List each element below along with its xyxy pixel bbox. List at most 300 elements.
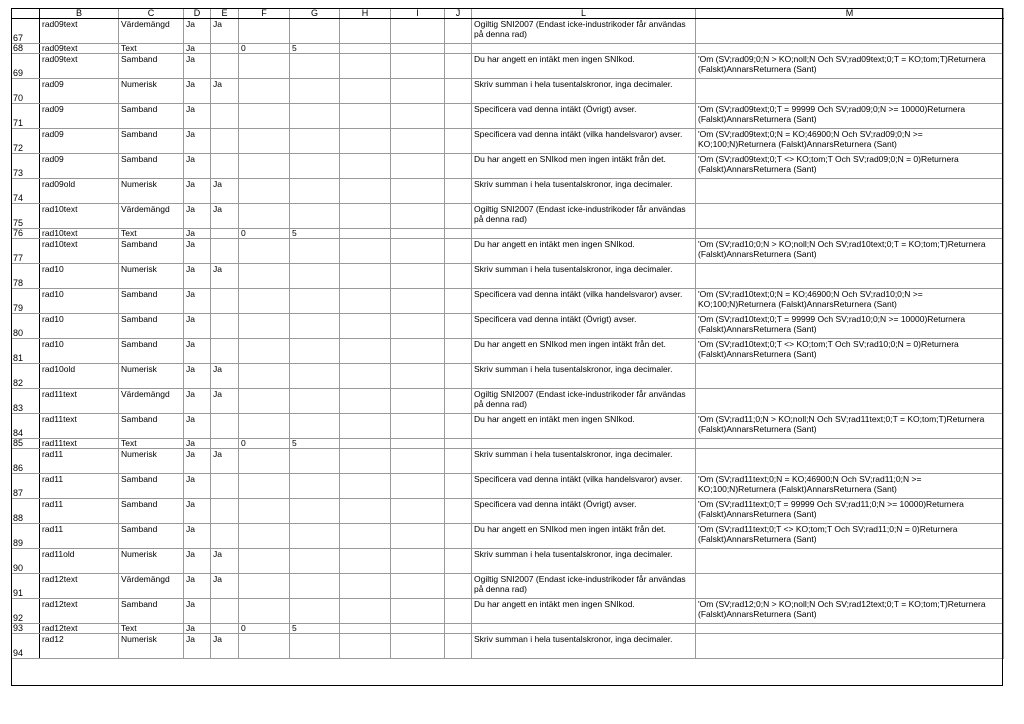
cell-m[interactable]: 'Om (SV;rad11text;0;T = 99999 Och SV;rad11;0;N >= 10000)Returnera (Falskt)AnnarsReturnera (Sant)	[696, 499, 1004, 524]
cell-l[interactable]: Specificera vad denna intäkt (Övrigt) avser.	[472, 314, 696, 339]
cell-j[interactable]	[445, 414, 472, 439]
cell-e[interactable]: Ja	[211, 264, 239, 289]
cell-b[interactable]: rad11old	[40, 549, 119, 574]
column-header-h[interactable]: H	[340, 9, 391, 19]
cell-j[interactable]	[445, 289, 472, 314]
cell-h[interactable]	[340, 439, 391, 449]
cell-i[interactable]	[391, 239, 445, 264]
cell-m[interactable]	[696, 204, 1004, 229]
cell-h[interactable]	[340, 179, 391, 204]
cell-d[interactable]: Ja	[184, 599, 211, 624]
cell-d[interactable]: Ja	[184, 79, 211, 104]
cell-e[interactable]	[211, 54, 239, 79]
cell-m[interactable]	[696, 264, 1004, 289]
cell-l[interactable]: Skriv summan i hela tusentalskronor, inga decimaler.	[472, 79, 696, 104]
cell-h[interactable]	[340, 634, 391, 659]
cell-e[interactable]: Ja	[211, 574, 239, 599]
cell-m[interactable]	[696, 439, 1004, 449]
cell-f[interactable]	[239, 264, 290, 289]
cell-h[interactable]	[340, 364, 391, 389]
cell-e[interactable]	[211, 599, 239, 624]
row-header[interactable]: 70	[12, 79, 40, 104]
cell-b[interactable]: rad10	[40, 264, 119, 289]
cell-j[interactable]	[445, 239, 472, 264]
cell-f[interactable]	[239, 79, 290, 104]
cell-j[interactable]	[445, 574, 472, 599]
cell-c[interactable]: Samband	[119, 54, 184, 79]
cell-e[interactable]	[211, 289, 239, 314]
cell-j[interactable]	[445, 204, 472, 229]
cell-b[interactable]: rad10	[40, 314, 119, 339]
cell-e[interactable]	[211, 499, 239, 524]
cell-e[interactable]: Ja	[211, 364, 239, 389]
cell-b[interactable]: rad10text	[40, 229, 119, 239]
cell-i[interactable]	[391, 449, 445, 474]
row-header[interactable]: 82	[12, 364, 40, 389]
cell-d[interactable]: Ja	[184, 104, 211, 129]
cell-h[interactable]	[340, 54, 391, 79]
cell-g[interactable]	[290, 264, 340, 289]
cell-f[interactable]	[239, 339, 290, 364]
row-header[interactable]: 67	[12, 19, 40, 44]
cell-m[interactable]: 'Om (SV;rad09text;0;N = KO;46900;N Och SV;rad09;0;N >= KO;100;N)Returnera (Falskt)AnnarsReturnera (Sant)	[696, 129, 1004, 154]
cell-h[interactable]	[340, 549, 391, 574]
cell-i[interactable]	[391, 474, 445, 499]
cell-m[interactable]: 'Om (SV;rad09text;0;T <> KO;tom;T Och SV;rad09;0;N = 0)Returnera (Falskt)AnnarsReturnera (Sant)	[696, 154, 1004, 179]
row-header[interactable]: 69	[12, 54, 40, 79]
cell-m[interactable]: 'Om (SV;rad10text;0;N = KO;46900;N Och SV;rad10;0;N >= KO;100;N)Returnera (Falskt)AnnarsReturnera (Sant)	[696, 289, 1004, 314]
cell-c[interactable]: Text	[119, 229, 184, 239]
cell-g[interactable]	[290, 204, 340, 229]
cell-e[interactable]: Ja	[211, 549, 239, 574]
cell-m[interactable]: 'Om (SV;rad11text;0;N = KO;46900;N Och SV;rad11;0;N >= KO;100;N)Returnera (Falskt)AnnarsReturnera (Sant)	[696, 474, 1004, 499]
cell-h[interactable]	[340, 624, 391, 634]
cell-d[interactable]: Ja	[184, 389, 211, 414]
row-header[interactable]: 75	[12, 204, 40, 229]
cell-e[interactable]	[211, 439, 239, 449]
cell-f[interactable]	[239, 314, 290, 339]
cell-j[interactable]	[445, 624, 472, 634]
cell-m[interactable]: 'Om (SV;rad10;0;N > KO;noll;N Och SV;rad10text;0;T = KO;tom;T)Returnera (Falskt)AnnarsReturnera (Sant)	[696, 239, 1004, 264]
cell-g[interactable]	[290, 474, 340, 499]
cell-l[interactable]: Specificera vad denna intäkt (vilka handelsvaror) avser.	[472, 474, 696, 499]
cell-f[interactable]	[239, 524, 290, 549]
cell-d[interactable]: Ja	[184, 549, 211, 574]
cell-b[interactable]: rad10	[40, 339, 119, 364]
cell-b[interactable]: rad12text	[40, 624, 119, 634]
cell-m[interactable]: 'Om (SV;rad12;0;N > KO;noll;N Och SV;rad12text;0;T = KO;tom;T)Returnera (Falskt)AnnarsReturnera (Sant)	[696, 599, 1004, 624]
row-header[interactable]: 68	[12, 44, 40, 54]
cell-h[interactable]	[340, 229, 391, 239]
cell-h[interactable]	[340, 599, 391, 624]
cell-f[interactable]	[239, 634, 290, 659]
cell-m[interactable]	[696, 389, 1004, 414]
cell-c[interactable]: Samband	[119, 414, 184, 439]
cell-h[interactable]	[340, 389, 391, 414]
cell-d[interactable]: Ja	[184, 204, 211, 229]
column-header-c[interactable]: C	[119, 9, 184, 19]
cell-j[interactable]	[445, 499, 472, 524]
column-header-j[interactable]: J	[445, 9, 472, 19]
cell-h[interactable]	[340, 154, 391, 179]
cell-d[interactable]: Ja	[184, 449, 211, 474]
cell-f[interactable]	[239, 414, 290, 439]
cell-i[interactable]	[391, 19, 445, 44]
cell-b[interactable]: rad09text	[40, 54, 119, 79]
cell-e[interactable]	[211, 474, 239, 499]
cell-i[interactable]	[391, 339, 445, 364]
cell-b[interactable]: rad12text	[40, 599, 119, 624]
cell-h[interactable]	[340, 204, 391, 229]
row-header[interactable]: 78	[12, 264, 40, 289]
cell-b[interactable]: rad09	[40, 154, 119, 179]
cell-m[interactable]: 'Om (SV;rad10text;0;T = 99999 Och SV;rad10;0;N >= 10000)Returnera (Falskt)AnnarsReturnera (Sant)	[696, 314, 1004, 339]
cell-j[interactable]	[445, 599, 472, 624]
cell-b[interactable]: rad11text	[40, 439, 119, 449]
cell-g[interactable]	[290, 364, 340, 389]
cell-b[interactable]: rad11	[40, 499, 119, 524]
cell-g[interactable]	[290, 339, 340, 364]
cell-d[interactable]: Ja	[184, 129, 211, 154]
cell-l[interactable]: Du har angett en intäkt men ingen SNIkod.	[472, 599, 696, 624]
cell-g[interactable]	[290, 129, 340, 154]
cell-j[interactable]	[445, 634, 472, 659]
cell-b[interactable]: rad11text	[40, 414, 119, 439]
cell-j[interactable]	[445, 19, 472, 44]
cell-l[interactable]: Skriv summan i hela tusentalskronor, inga decimaler.	[472, 264, 696, 289]
cell-l[interactable]	[472, 229, 696, 239]
cell-m[interactable]	[696, 624, 1004, 634]
cell-g[interactable]: 5	[290, 229, 340, 239]
cell-i[interactable]	[391, 364, 445, 389]
cell-e[interactable]	[211, 44, 239, 54]
cell-i[interactable]	[391, 44, 445, 54]
cell-e[interactable]	[211, 229, 239, 239]
cell-l[interactable]: Ogiltig SNI2007 (Endast icke-industrikoder får användas på denna rad)	[472, 574, 696, 599]
cell-b[interactable]: rad11text	[40, 389, 119, 414]
cell-d[interactable]: Ja	[184, 264, 211, 289]
cell-c[interactable]: Samband	[119, 129, 184, 154]
cell-i[interactable]	[391, 599, 445, 624]
cell-e[interactable]: Ja	[211, 449, 239, 474]
cell-b[interactable]: rad09old	[40, 179, 119, 204]
cell-h[interactable]	[340, 19, 391, 44]
cell-l[interactable]: Ogiltig SNI2007 (Endast icke-industrikoder får användas på denna rad)	[472, 389, 696, 414]
cell-e[interactable]	[211, 239, 239, 264]
cell-c[interactable]: Samband	[119, 289, 184, 314]
cell-c[interactable]: Samband	[119, 239, 184, 264]
row-header[interactable]: 76	[12, 229, 40, 239]
cell-g[interactable]	[290, 314, 340, 339]
cell-l[interactable]: Specificera vad denna intäkt (Övrigt) avser.	[472, 499, 696, 524]
cell-h[interactable]	[340, 449, 391, 474]
cell-m[interactable]	[696, 634, 1004, 659]
cell-f[interactable]	[239, 239, 290, 264]
row-header[interactable]: 90	[12, 549, 40, 574]
cell-c[interactable]: Värdemängd	[119, 204, 184, 229]
cell-b[interactable]: rad11	[40, 474, 119, 499]
cell-j[interactable]	[445, 549, 472, 574]
cell-j[interactable]	[445, 229, 472, 239]
cell-d[interactable]: Ja	[184, 154, 211, 179]
column-header-e[interactable]: E	[211, 9, 239, 19]
cell-b[interactable]: rad11	[40, 524, 119, 549]
cell-c[interactable]: Samband	[119, 154, 184, 179]
row-header[interactable]: 79	[12, 289, 40, 314]
column-header-f[interactable]: F	[239, 9, 290, 19]
cell-f[interactable]	[239, 364, 290, 389]
cell-i[interactable]	[391, 154, 445, 179]
cell-m[interactable]: 'Om (SV;rad11text;0;T <> KO;tom;T Och SV;rad11;0;N = 0)Returnera (Falskt)AnnarsReturnera (Sant)	[696, 524, 1004, 549]
cell-f[interactable]: 0	[239, 229, 290, 239]
cell-f[interactable]	[239, 449, 290, 474]
cell-h[interactable]	[340, 574, 391, 599]
cell-c[interactable]: Värdemängd	[119, 19, 184, 44]
cell-f[interactable]: 0	[239, 439, 290, 449]
column-header-i[interactable]: I	[391, 9, 445, 19]
cell-c[interactable]: Numerisk	[119, 79, 184, 104]
cell-d[interactable]: Ja	[184, 499, 211, 524]
cell-d[interactable]: Ja	[184, 624, 211, 634]
cell-l[interactable]: Du har angett en intäkt men ingen SNIkod.	[472, 54, 696, 79]
cell-d[interactable]: Ja	[184, 314, 211, 339]
cell-c[interactable]: Samband	[119, 524, 184, 549]
cell-f[interactable]: 0	[239, 44, 290, 54]
cell-i[interactable]	[391, 414, 445, 439]
cell-g[interactable]	[290, 549, 340, 574]
row-header[interactable]: 85	[12, 439, 40, 449]
cell-i[interactable]	[391, 624, 445, 634]
row-header[interactable]: 80	[12, 314, 40, 339]
column-header-g[interactable]: G	[290, 9, 340, 19]
cell-e[interactable]: Ja	[211, 634, 239, 659]
cell-b[interactable]: rad09text	[40, 19, 119, 44]
cell-g[interactable]	[290, 79, 340, 104]
cell-j[interactable]	[445, 154, 472, 179]
cell-l[interactable]: Du har angett en intäkt men ingen SNIkod.	[472, 239, 696, 264]
cell-d[interactable]: Ja	[184, 439, 211, 449]
cell-d[interactable]: Ja	[184, 634, 211, 659]
cell-e[interactable]	[211, 314, 239, 339]
cell-c[interactable]: Samband	[119, 314, 184, 339]
cell-g[interactable]	[290, 289, 340, 314]
cell-l[interactable]	[472, 439, 696, 449]
cell-i[interactable]	[391, 264, 445, 289]
cell-c[interactable]: Text	[119, 44, 184, 54]
cell-i[interactable]	[391, 104, 445, 129]
cell-b[interactable]: rad09	[40, 104, 119, 129]
cell-l[interactable]	[472, 624, 696, 634]
row-header[interactable]: 87	[12, 474, 40, 499]
cell-c[interactable]: Numerisk	[119, 179, 184, 204]
cell-g[interactable]	[290, 54, 340, 79]
cell-j[interactable]	[445, 389, 472, 414]
cell-c[interactable]: Samband	[119, 474, 184, 499]
cell-c[interactable]: Text	[119, 439, 184, 449]
cell-d[interactable]: Ja	[184, 239, 211, 264]
cell-l[interactable]: Du har angett en intäkt men ingen SNIkod.	[472, 414, 696, 439]
cell-j[interactable]	[445, 439, 472, 449]
cell-i[interactable]	[391, 499, 445, 524]
row-header[interactable]: 86	[12, 449, 40, 474]
cell-d[interactable]: Ja	[184, 414, 211, 439]
cell-e[interactable]	[211, 414, 239, 439]
cell-m[interactable]	[696, 179, 1004, 204]
cell-j[interactable]	[445, 339, 472, 364]
cell-i[interactable]	[391, 439, 445, 449]
cell-c[interactable]: Numerisk	[119, 449, 184, 474]
cell-g[interactable]	[290, 574, 340, 599]
cell-c[interactable]: Värdemängd	[119, 574, 184, 599]
cell-d[interactable]: Ja	[184, 474, 211, 499]
cell-f[interactable]	[239, 19, 290, 44]
cell-m[interactable]	[696, 364, 1004, 389]
cell-g[interactable]	[290, 449, 340, 474]
cell-e[interactable]	[211, 624, 239, 634]
cell-h[interactable]	[340, 339, 391, 364]
row-header[interactable]: 89	[12, 524, 40, 549]
cell-l[interactable]: Skriv summan i hela tusentalskronor, inga decimaler.	[472, 364, 696, 389]
cell-d[interactable]: Ja	[184, 44, 211, 54]
row-header[interactable]: 73	[12, 154, 40, 179]
cell-j[interactable]	[445, 79, 472, 104]
cell-i[interactable]	[391, 634, 445, 659]
row-header[interactable]: 71	[12, 104, 40, 129]
cell-b[interactable]: rad10old	[40, 364, 119, 389]
cell-e[interactable]	[211, 154, 239, 179]
cell-l[interactable]: Specificera vad denna intäkt (vilka handelsvaror) avser.	[472, 289, 696, 314]
cell-d[interactable]: Ja	[184, 364, 211, 389]
cell-m[interactable]	[696, 44, 1004, 54]
cell-d[interactable]: Ja	[184, 229, 211, 239]
cell-g[interactable]: 5	[290, 439, 340, 449]
cell-g[interactable]	[290, 524, 340, 549]
cell-e[interactable]	[211, 104, 239, 129]
row-header[interactable]: 91	[12, 574, 40, 599]
cell-h[interactable]	[340, 79, 391, 104]
cell-f[interactable]	[239, 549, 290, 574]
cell-c[interactable]: Numerisk	[119, 364, 184, 389]
cell-c[interactable]: Numerisk	[119, 264, 184, 289]
row-header[interactable]: 83	[12, 389, 40, 414]
cell-h[interactable]	[340, 524, 391, 549]
column-header-d[interactable]: D	[184, 9, 211, 19]
cell-d[interactable]: Ja	[184, 19, 211, 44]
cell-l[interactable]: Skriv summan i hela tusentalskronor, inga decimaler.	[472, 634, 696, 659]
cell-m[interactable]	[696, 19, 1004, 44]
cell-i[interactable]	[391, 79, 445, 104]
cell-i[interactable]	[391, 524, 445, 549]
cell-e[interactable]: Ja	[211, 204, 239, 229]
cell-h[interactable]	[340, 314, 391, 339]
cell-l[interactable]: Skriv summan i hela tusentalskronor, inga decimaler.	[472, 179, 696, 204]
row-header[interactable]: 77	[12, 239, 40, 264]
cell-j[interactable]	[445, 314, 472, 339]
cell-f[interactable]	[239, 104, 290, 129]
cell-m[interactable]	[696, 549, 1004, 574]
select-all-corner[interactable]	[12, 9, 40, 19]
cell-f[interactable]	[239, 289, 290, 314]
cell-m[interactable]	[696, 79, 1004, 104]
row-header[interactable]: 92	[12, 599, 40, 624]
cell-g[interactable]	[290, 499, 340, 524]
cell-f[interactable]: 0	[239, 624, 290, 634]
cell-b[interactable]: rad09text	[40, 44, 119, 54]
cell-b[interactable]: rad11	[40, 449, 119, 474]
cell-i[interactable]	[391, 549, 445, 574]
cell-l[interactable]: Du har angett en SNIkod men ingen intäkt från det.	[472, 524, 696, 549]
cell-i[interactable]	[391, 289, 445, 314]
cell-g[interactable]	[290, 389, 340, 414]
cell-j[interactable]	[445, 54, 472, 79]
cell-c[interactable]: Numerisk	[119, 549, 184, 574]
cell-i[interactable]	[391, 54, 445, 79]
cell-d[interactable]: Ja	[184, 574, 211, 599]
cell-j[interactable]	[445, 264, 472, 289]
cell-c[interactable]: Värdemängd	[119, 389, 184, 414]
row-header[interactable]: 84	[12, 414, 40, 439]
cell-f[interactable]	[239, 574, 290, 599]
column-header-m[interactable]: M	[696, 9, 1004, 19]
cell-g[interactable]	[290, 154, 340, 179]
cell-i[interactable]	[391, 179, 445, 204]
cell-m[interactable]: 'Om (SV;rad09;0;N > KO;noll;N Och SV;rad09text;0;T = KO;tom;T)Returnera (Falskt)AnnarsReturnera (Sant)	[696, 54, 1004, 79]
cell-h[interactable]	[340, 104, 391, 129]
cell-e[interactable]: Ja	[211, 19, 239, 44]
cell-i[interactable]	[391, 204, 445, 229]
cell-d[interactable]: Ja	[184, 179, 211, 204]
cell-g[interactable]	[290, 239, 340, 264]
cell-i[interactable]	[391, 129, 445, 154]
cell-c[interactable]: Samband	[119, 339, 184, 364]
cell-e[interactable]: Ja	[211, 79, 239, 104]
cell-h[interactable]	[340, 289, 391, 314]
cell-g[interactable]	[290, 19, 340, 44]
cell-j[interactable]	[445, 129, 472, 154]
cell-l[interactable]	[472, 44, 696, 54]
cell-f[interactable]	[239, 389, 290, 414]
cell-c[interactable]: Numerisk	[119, 634, 184, 659]
cell-f[interactable]	[239, 54, 290, 79]
cell-l[interactable]: Skriv summan i hela tusentalskronor, inga decimaler.	[472, 549, 696, 574]
cell-c[interactable]: Text	[119, 624, 184, 634]
cell-m[interactable]	[696, 449, 1004, 474]
cell-b[interactable]: rad10text	[40, 204, 119, 229]
cell-l[interactable]: Du har angett en SNIkod men ingen intäkt från det.	[472, 339, 696, 364]
cell-l[interactable]: Skriv summan i hela tusentalskronor, inga decimaler.	[472, 449, 696, 474]
cell-e[interactable]	[211, 339, 239, 364]
cell-i[interactable]	[391, 389, 445, 414]
cell-h[interactable]	[340, 129, 391, 154]
cell-l[interactable]: Ogiltig SNI2007 (Endast icke-industrikoder får användas på denna rad)	[472, 19, 696, 44]
row-header[interactable]: 93	[12, 624, 40, 634]
cell-h[interactable]	[340, 264, 391, 289]
cell-b[interactable]: rad09	[40, 79, 119, 104]
cell-b[interactable]: rad10text	[40, 239, 119, 264]
cell-m[interactable]	[696, 229, 1004, 239]
cell-m[interactable]	[696, 574, 1004, 599]
cell-g[interactable]: 5	[290, 624, 340, 634]
cell-f[interactable]	[239, 154, 290, 179]
cell-h[interactable]	[340, 499, 391, 524]
cell-i[interactable]	[391, 229, 445, 239]
cell-f[interactable]	[239, 179, 290, 204]
cell-j[interactable]	[445, 449, 472, 474]
cell-h[interactable]	[340, 44, 391, 54]
cell-m[interactable]: 'Om (SV;rad11;0;N > KO;noll;N Och SV;rad11text;0;T = KO;tom;T)Returnera (Falskt)AnnarsReturnera (Sant)	[696, 414, 1004, 439]
cell-b[interactable]: rad12	[40, 634, 119, 659]
column-header-b[interactable]: B	[40, 9, 119, 19]
